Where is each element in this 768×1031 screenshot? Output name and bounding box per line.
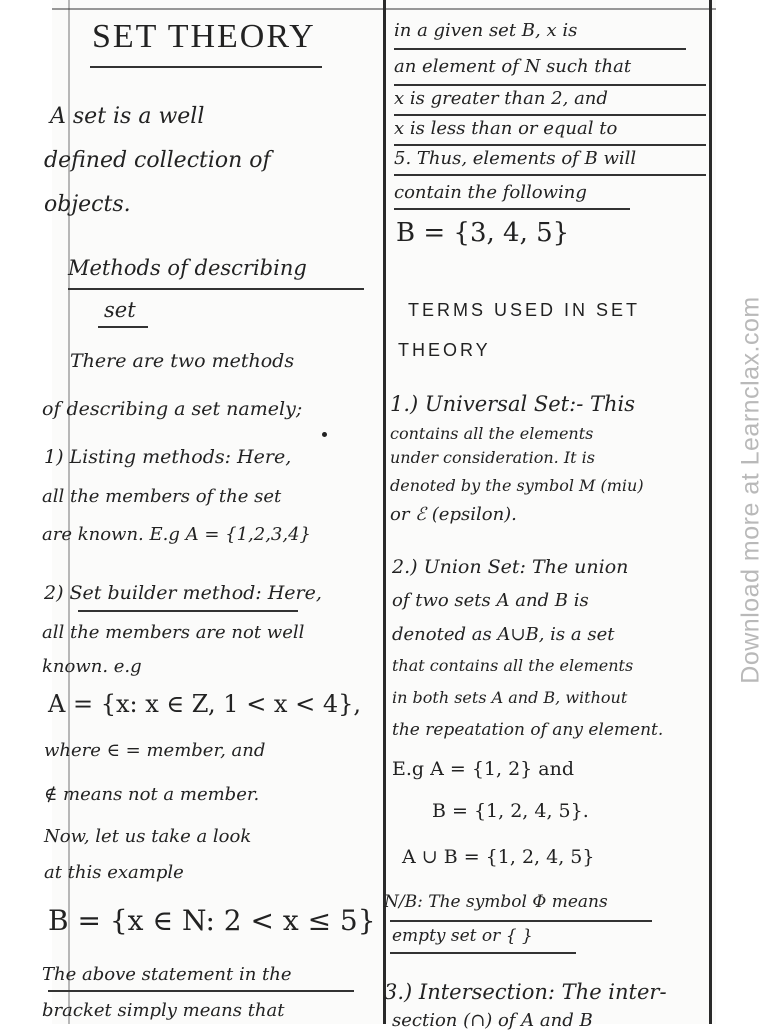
- set-builder-line-1: 2) Set builder method: Here,: [44, 582, 322, 604]
- listing-line-2: all the members of the set: [42, 486, 282, 507]
- watermark-text: Download more at Learnclax.com: [736, 296, 765, 684]
- intro-line-3: objects.: [44, 192, 131, 217]
- union-line-2: of two sets A and B is: [392, 590, 589, 611]
- terms-heading-line-2: THEORY: [398, 340, 491, 360]
- set-builder-line-11: bracket simply means that: [42, 1000, 285, 1021]
- note-line-2: empty set or { }: [392, 926, 533, 946]
- intro-line-2: defined collection of: [44, 148, 271, 173]
- set-builder-line-10: The above statement in the: [42, 964, 292, 985]
- right-column: [384, 0, 708, 1031]
- union-line-6: the repeatation of any element.: [392, 720, 664, 740]
- universal-line-5: or ℰ (epsilon).: [390, 504, 517, 525]
- ink-dot: [322, 432, 327, 437]
- listing-line-3: are known. E.g A = {1,2,3,4}: [42, 524, 311, 545]
- continuation-line-4: x is less than or equal to: [394, 118, 618, 139]
- set-builder-line-7: Now, let us take a look: [44, 826, 252, 847]
- set-builder-line-6: ∉ means not a member.: [44, 784, 260, 805]
- union-line-5: in both sets A and B, without: [392, 688, 628, 707]
- continuation-line-2: an element of N such that: [394, 56, 632, 77]
- universal-line-2: contains all the elements: [390, 424, 594, 443]
- continuation-underline-2: [394, 84, 706, 86]
- union-example-b: B = {1, 2, 4, 5}.: [432, 800, 589, 822]
- universal-line-3: under consideration. It is: [390, 448, 595, 467]
- listing-line-1: 1) Listing methods: Here,: [44, 446, 292, 468]
- union-line-4: that contains all the elements: [392, 656, 634, 675]
- methods-heading-line-1: Methods of describing: [68, 256, 307, 280]
- union-line-3: denoted as A∪B, is a set: [392, 624, 615, 645]
- set-builder-underline: [78, 610, 298, 612]
- set-builder-line-8: at this example: [44, 862, 184, 883]
- methods-heading-underline-2: [98, 326, 148, 328]
- continuation-underline-4: [394, 144, 706, 146]
- note-underline-2: [390, 952, 576, 954]
- continuation-line-5: 5. Thus, elements of B will: [394, 148, 637, 169]
- methods-heading-underline-1: [68, 288, 364, 290]
- continuation-line-6: contain the following: [394, 182, 587, 203]
- intersection-line-1: 3.) Intersection: The inter-: [384, 980, 667, 1004]
- continuation-underline-1: [394, 48, 686, 50]
- set-builder-example-b: B = {x ∈ N: 2 < x ≤ 5}: [48, 904, 376, 937]
- universal-line-4: denoted by the symbol M (miu): [390, 476, 644, 495]
- continuation-underline-5: [394, 174, 706, 176]
- terms-heading-line-1: TERMS USED IN SET: [408, 300, 641, 320]
- right-margin-line: [709, 0, 712, 1024]
- continuation-underline-3: [394, 114, 706, 116]
- set-builder-example-a: A = {x: x ∈ Z, 1 < x < 4},: [48, 690, 361, 718]
- note-line-1: N/B: The symbol Φ means: [384, 892, 608, 912]
- union-example-result: A ∪ B = {1, 2, 4, 5}: [402, 846, 595, 868]
- body-line-1: There are two methods: [70, 350, 295, 372]
- intersection-line-2: section (∩) of A and B: [392, 1010, 593, 1031]
- union-example-a: E.g A = {1, 2} and: [392, 758, 575, 780]
- set-builder-line-2: all the members are not well: [42, 622, 305, 643]
- set-builder-line-3: known. e.g: [42, 656, 142, 677]
- column-divider: [383, 0, 386, 1024]
- continuation-line-1: in a given set B, x is: [394, 20, 578, 41]
- intro-line-1: A set is a well: [50, 104, 205, 129]
- set-builder-line-5: where ∈ = member, and: [44, 740, 266, 761]
- continuation-underline-6: [394, 208, 630, 210]
- methods-heading-line-2: set: [104, 298, 136, 322]
- page-title: SET THEORY: [92, 18, 316, 55]
- watermark: [736, 270, 766, 710]
- statement-underline: [48, 990, 354, 992]
- left-column: [42, 0, 382, 1024]
- note-underline-1: [390, 920, 652, 922]
- body-line-2: of describing a set namely;: [42, 398, 303, 420]
- title-underline: [90, 66, 322, 68]
- set-b-elements: B = {3, 4, 5}: [396, 218, 570, 248]
- continuation-line-3: x is greater than 2, and: [394, 88, 608, 109]
- universal-line-1: 1.) Universal Set:- This: [390, 392, 635, 416]
- union-line-1: 2.) Union Set: The union: [392, 556, 629, 578]
